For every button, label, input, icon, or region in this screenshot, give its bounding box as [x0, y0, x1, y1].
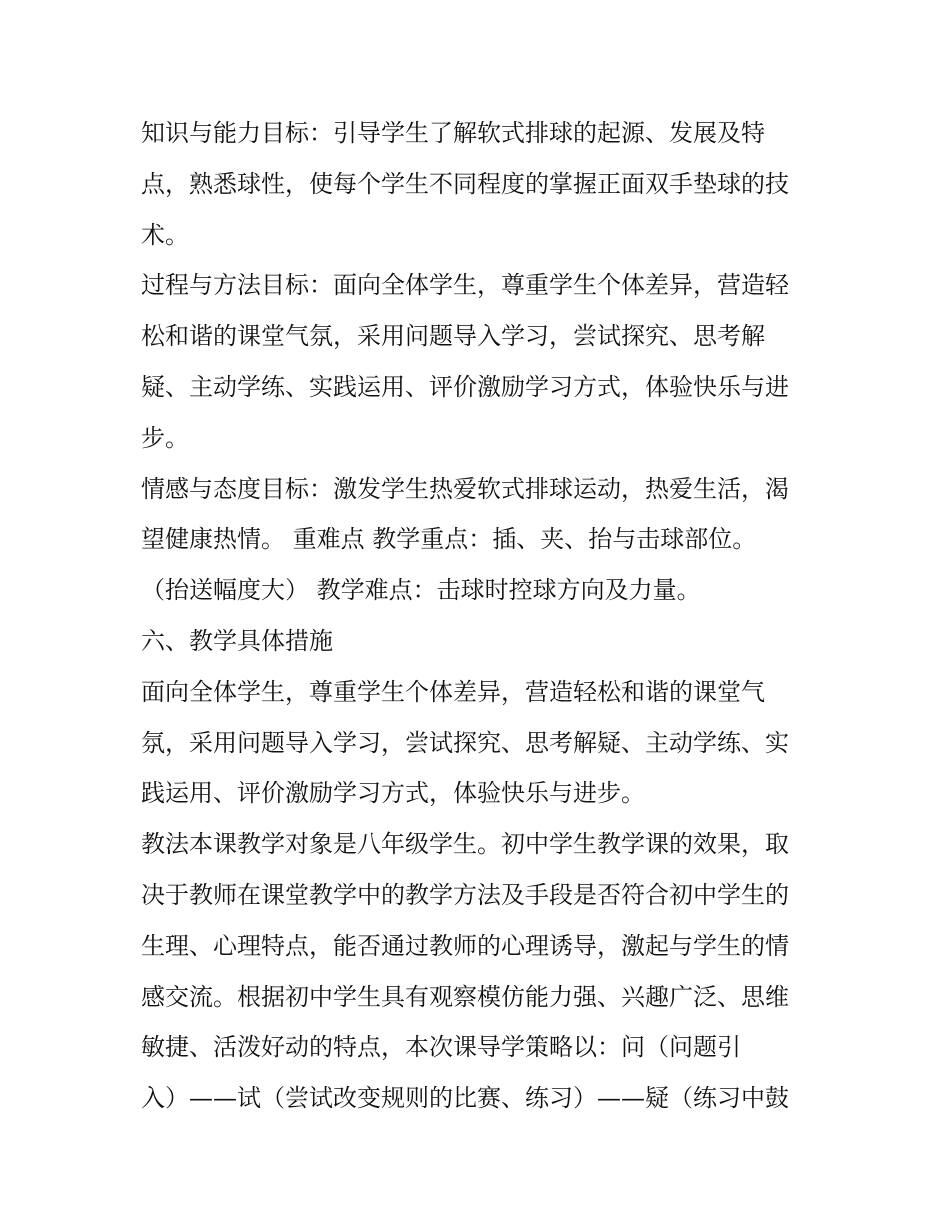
text-line-19: 敏捷、活泼好动的特点，本次课导学策略以：问（问题引 — [141, 1033, 741, 1062]
text-line-14: 践运用、评价激励学习方式，体验快乐与进步。 — [141, 779, 645, 808]
text-line-6: 疑、主动学练、实践运用、评价激励学习方式，体验快乐与进 — [141, 372, 789, 401]
text-line-10: （抬送幅度大） 教学难点：击球时控球方向及力量。 — [141, 576, 701, 605]
text-line-8: 情感与态度目标：激发学生热爱软式排球运动，热爱生活，渴 — [141, 474, 789, 503]
text-line-5: 松和谐的课堂气氛，采用问题导入学习，尝试探究、思考解 — [141, 322, 765, 351]
text-line-1: 知识与能力目标：引导学生了解软式排球的起源、发展及特 — [141, 119, 765, 147]
text-line-3: 术。 — [141, 220, 189, 249]
text-line-9: 望健康热情。 重难点 教学重点：插、夹、抬与击球部位。 — [141, 525, 757, 554]
text-line-17: 生理、心理特点，能否通过教师的心理诱导，激起与学生的情 — [141, 931, 789, 960]
text-line-2: 点，熟悉球性，使每个学生不同程度的掌握正面双手垫球的技 — [141, 169, 789, 198]
text-line-12: 面向全体学生，尊重学生个体差异，营造轻松和谐的课堂气 — [141, 677, 765, 706]
text-line-20: 入）——试（尝试改变规则的比赛、练习）——疑（练习中鼓 — [141, 1084, 789, 1113]
text-line-16: 决于教师在课堂教学中的教学方法及手段是否符合初中学生的 — [141, 880, 789, 909]
text-line-13: 氛，采用问题导入学习，尝试探究、思考解疑、主动学练、实 — [141, 728, 789, 757]
text-line-7: 步。 — [141, 423, 189, 452]
section-heading: 六、教学具体措施 — [141, 626, 333, 655]
document-body — [141, 108, 821, 1124]
text-line-15: 教法本课教学对象是八年级学生。初中学生教学课的效果，取 — [141, 830, 789, 859]
text-line-4: 过程与方法目标：面向全体学生，尊重学生个体差异，营造轻 — [141, 271, 789, 300]
text-line-18: 感交流。根据初中学生具有观察模仿能力强、兴趣广泛、思维 — [141, 982, 789, 1011]
